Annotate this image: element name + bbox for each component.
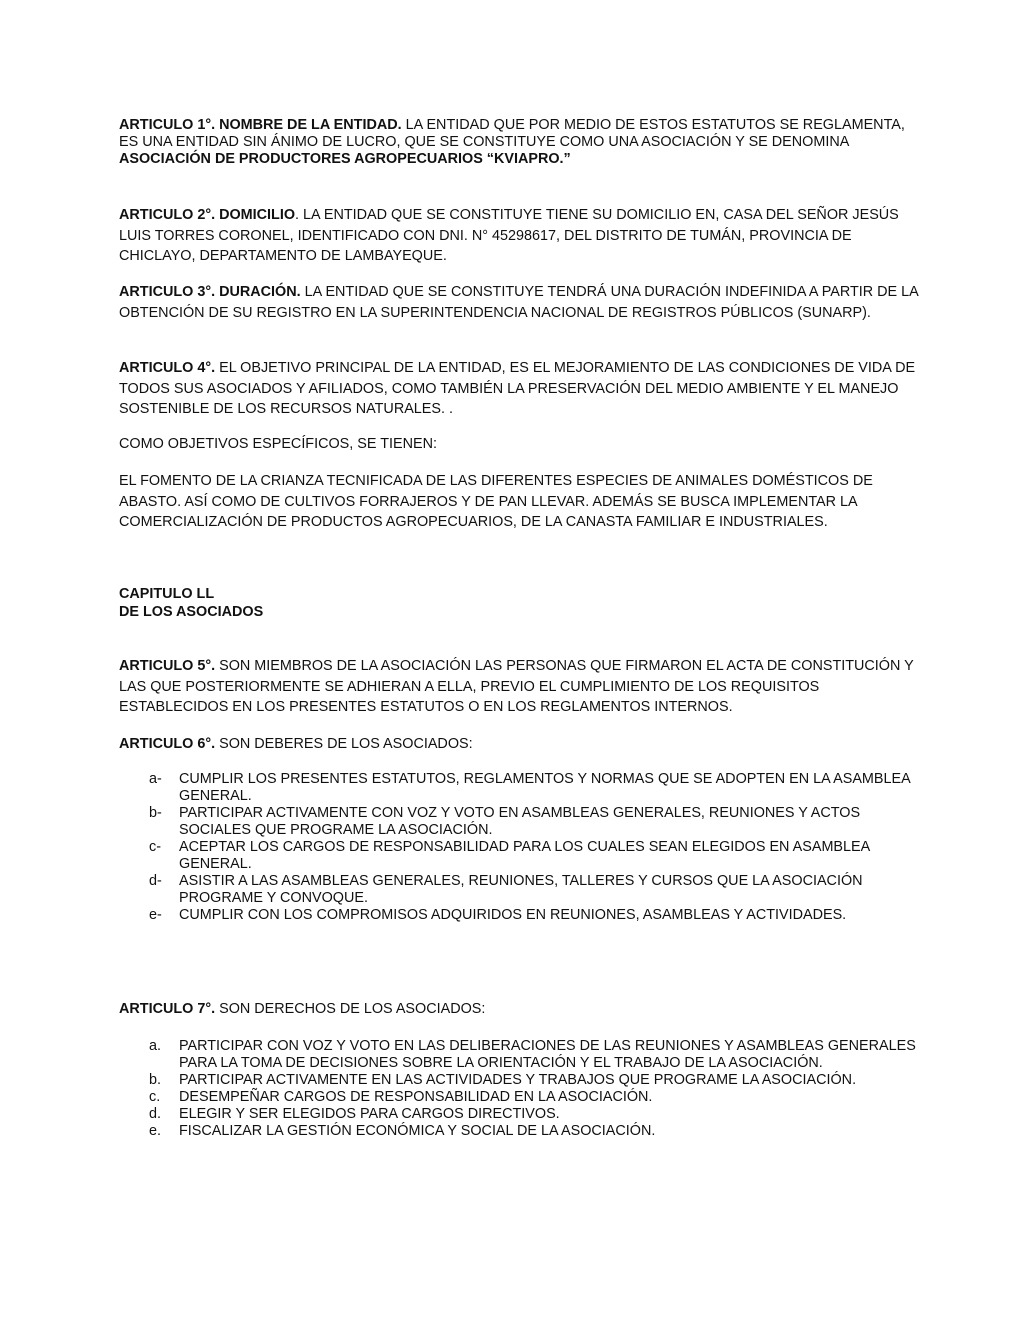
list-item-text: PARTICIPAR CON VOZ Y VOTO EN LAS DELIBERACIONES DE LAS REUNIONES Y ASAMBLEAS GENERALES PARA LA TOMA DE DECISIONES SOBRE LA ORIENTACIÓN Y EL TRABAJO DE LA ASOCIACIÓN. [179, 1038, 916, 1071]
article-5 [119, 656, 919, 718]
article-2-heading: ARTICULO 2°. DOMICILIO [119, 207, 296, 223]
article-1 [119, 117, 919, 168]
rights-items [119, 1038, 919, 1140]
objectives-intro-text: COMO OBJETIVOS ESPECÍFICOS, SE TIENEN: [119, 436, 437, 452]
list-item-text: CUMPLIR CON LOS COMPROMISOS ADQUIRIDOS EN REUNIONES, ASAMBLEAS Y ACTIVIDADES. [179, 907, 847, 923]
article-3-text: LA ENTIDAD QUE SE CONSTITUYE TENDRÁ UNA DURACIÓN INDEFINIDA A PARTIR DE LA OBTENCIÓN DE SU REGISTRO EN LA SUPERINTENDENCIA NACIONAL DE REGISTROS PÚBLICOS (SUNARP). [119, 284, 918, 321]
duties-list [119, 771, 919, 924]
list-item-text: ASISTIR A LAS ASAMBLEAS GENERALES, REUNIONES, TALLERES Y CURSOS QUE LA ASOCIACIÓN PROGRAME Y CONVOQUE. [179, 873, 863, 906]
list-item-text: ACEPTAR LOS CARGOS DE RESPONSABILIDAD PARA LOS CUALES SEAN ELEGIDOS EN ASAMBLEA GENERAL. [179, 839, 870, 872]
article-5-paragraph [119, 656, 919, 718]
article-2-text: . LA ENTIDAD QUE SE CONSTITUYE TIENE SU DOMICILIO EN, CASA DEL SEÑOR JESÚS LUIS TORRES CORONEL, IDENTIFICADO CON DNI. N° 45298617, DEL DISTRITO DE TUMÁN, PROVINCIA DE CHICLAYO, DEPARTAMENTO DE LAMBAYEQUE. [119, 207, 899, 264]
association-name: ASOCIACIÓN DE PRODUCTORES AGROPECUARIOS “KVIAPRO.” [119, 151, 571, 167]
list-item [119, 907, 919, 924]
list-item [119, 839, 919, 873]
article-1-paragraph [119, 117, 919, 168]
list-marker: c- [149, 839, 161, 855]
list-marker: a. [149, 1038, 162, 1054]
article-1-heading: ARTICULO 1°. NOMBRE DE LA ENTIDAD. [119, 117, 402, 133]
list-item [119, 1089, 919, 1106]
duties-items [119, 771, 919, 924]
article-4-heading: ARTICULO 4°. [119, 360, 216, 376]
article-7-paragraph [119, 999, 919, 1020]
article-3-heading: ARTICULO 3°. DURACIÓN. [119, 284, 301, 300]
list-item-text: PARTICIPAR ACTIVAMENTE EN LAS ACTIVIDADES Y TRABAJOS QUE PROGRAME LA ASOCIACIÓN. [179, 1072, 857, 1088]
article-6 [119, 734, 919, 755]
list-marker: e- [149, 907, 162, 923]
article-7-heading: ARTICULO 7°. [119, 1001, 216, 1017]
article-7 [119, 999, 919, 1020]
objectives-intro [119, 434, 919, 455]
article-4-paragraph [119, 358, 919, 420]
article-3 [119, 282, 919, 323]
chapter-title: CAPITULO LL [119, 586, 215, 602]
list-item [119, 1106, 919, 1123]
list-item [119, 1072, 919, 1089]
article-4-text: EL OBJETIVO PRINCIPAL DE LA ENTIDAD, ES EL MEJORAMIENTO DE LAS CONDICIONES DE VIDA DE TODOS SUS ASOCIADOS Y AFILIADOS, COMO TAMBIÉN LA PRESERVACIÓN DEL MEDIO AMBIENTE Y EL MANEJO SOSTENIBLE DE LOS RECURSOS NATURALES. . [119, 360, 916, 417]
list-item-text: PARTICIPAR ACTIVAMENTE CON VOZ Y VOTO EN ASAMBLEAS GENERALES, REUNIONES Y ACTOS SOCIALES QUE PROGRAME LA ASOCIACIÓN. [179, 805, 861, 838]
rights-list [119, 1038, 919, 1140]
article-6-paragraph [119, 734, 919, 755]
list-item [119, 873, 919, 907]
objectives-text: EL FOMENTO DE LA CRIANZA TECNIFICADA DE LAS DIFERENTES ESPECIES DE ANIMALES DOMÉSTICOS DE ABASTO. ASÍ COMO DE CULTIVOS FORRAJEROS Y DE PAN LLEVAR. ADEMÁS SE BUSCA IMPLEMENTAR LA COMERCIALIZACIÓN DE PRODUCTOS AGROPECUARIOS, DE LA CANASTA FAMILIAR E INDUSTRIALES. [119, 473, 873, 530]
list-item [119, 1038, 919, 1072]
list-item-text: FISCALIZAR LA GESTIÓN ECONÓMICA Y SOCIAL DE LA ASOCIACIÓN. [179, 1123, 656, 1139]
list-marker: d. [149, 1106, 162, 1122]
article-7-text: SON DERECHOS DE LOS ASOCIADOS: [215, 1001, 486, 1017]
article-5-heading: ARTICULO 5°. [119, 658, 216, 674]
article-2 [119, 205, 919, 267]
article-3-paragraph [119, 282, 919, 323]
list-marker: d- [149, 873, 162, 889]
article-6-text: SON DEBERES DE LOS ASOCIADOS: [215, 736, 473, 752]
list-item-text: ELEGIR Y SER ELEGIDOS PARA CARGOS DIRECTIVOS. [179, 1106, 560, 1122]
list-item-text: DESEMPEÑAR CARGOS DE RESPONSABILIDAD EN LA ASOCIACIÓN. [179, 1089, 653, 1105]
article-4 [119, 358, 919, 420]
objectives [119, 471, 919, 533]
list-item [119, 771, 919, 805]
list-marker: b- [149, 805, 162, 821]
chapter-subtitle: DE LOS ASOCIADOS [119, 604, 264, 620]
article-5-text: SON MIEMBROS DE LA ASOCIACIÓN LAS PERSONAS QUE FIRMARON EL ACTA DE CONSTITUCIÓN Y LAS QUE POSTERIORMENTE SE ADHIERAN A ELLA, PREVIO EL CUMPLIMIENTO DE LOS REQUISITOS ESTABLECIDOS EN LOS PRESENTES ESTATUTOS O EN LOS REGLAMENTOS INTERNOS. [119, 658, 914, 715]
list-item [119, 805, 919, 839]
article-2-paragraph [119, 205, 919, 267]
list-item-text: CUMPLIR LOS PRESENTES ESTATUTOS, REGLAMENTOS Y NORMAS QUE SE ADOPTEN EN LA ASAMBLEA GENERAL. [179, 771, 910, 804]
list-marker: c. [149, 1089, 161, 1105]
chapter-heading [119, 585, 919, 621]
list-marker: a- [149, 771, 162, 787]
article-6-heading: ARTICULO 6°. [119, 736, 216, 752]
list-marker: b. [149, 1072, 162, 1088]
list-marker: e. [149, 1123, 162, 1139]
list-item [119, 1123, 919, 1140]
article-1-text: LA ENTIDAD QUE POR MEDIO DE ESTOS ESTATUTOS SE REGLAMENTA, ES UNA ENTIDAD SIN ÁNIMO DE LUCRO, QUE SE CONSTITUYE COMO UNA ASOCIACIÓN Y SE DENOMINA [119, 117, 905, 150]
